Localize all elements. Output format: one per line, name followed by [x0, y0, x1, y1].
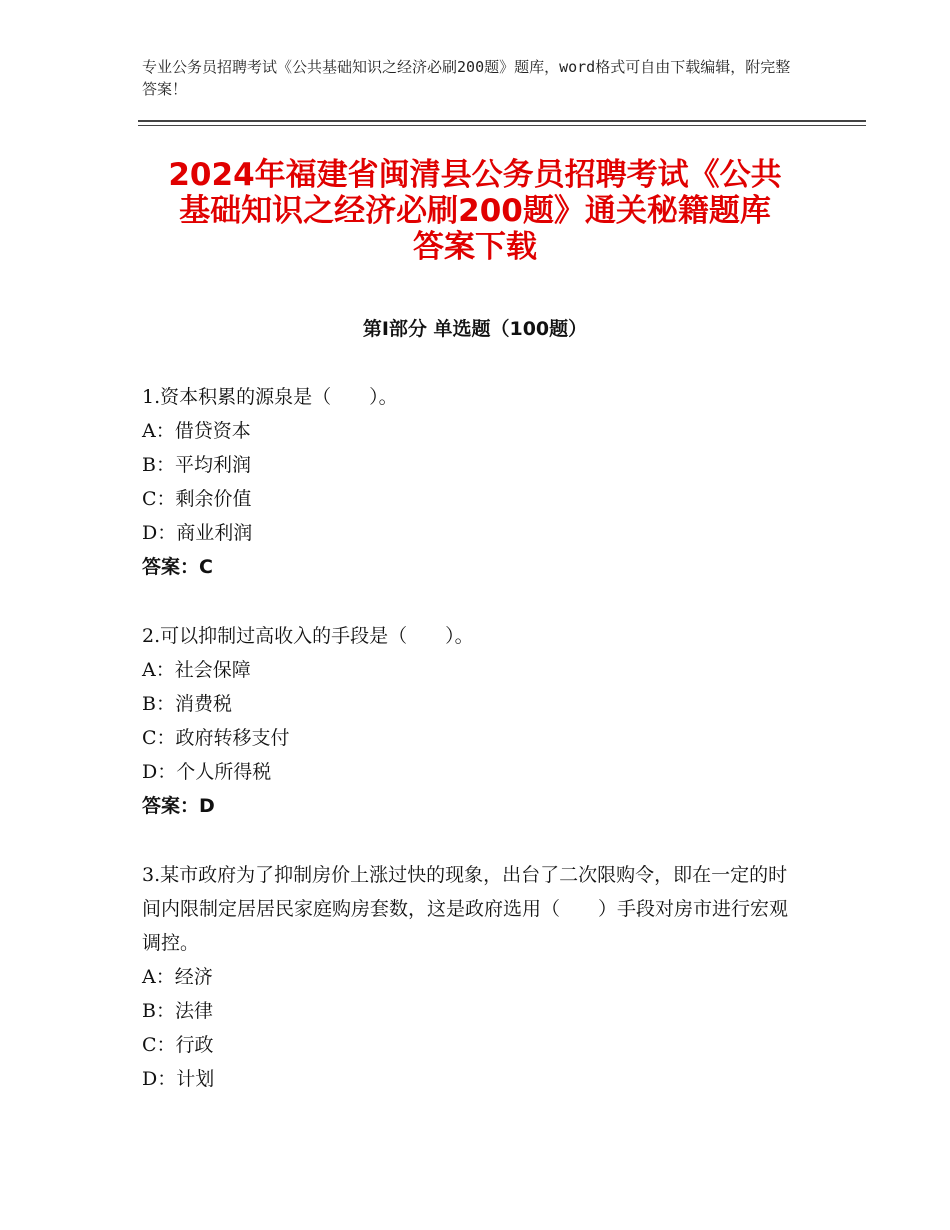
- header-divider: [138, 120, 866, 122]
- option-b: B：法律: [142, 1000, 213, 1022]
- question-stem: 2.可以抑制过高收入的手段是（ ）。: [142, 625, 474, 647]
- question-stem: 1.资本积累的源泉是（ ）。: [142, 386, 398, 408]
- question-1: [142, 380, 802, 584]
- option-a: A：借贷资本: [142, 420, 251, 442]
- question-stem: 3.某市政府为了抑制房价上涨过快的现象，出台了二次限购令，即在一定的时间内限制定居居民家庭购房套数，这是政府选用（ ）手段对房市进行宏观调控。: [142, 864, 789, 954]
- question-2: [142, 619, 802, 823]
- option-c: C：行政: [142, 1034, 214, 1056]
- title-line: 基础知识之经济必刷200题》通关秘籍题库: [179, 193, 771, 229]
- option-d: D：计划: [142, 1068, 215, 1090]
- option-a: A：经济: [142, 966, 213, 988]
- section-title: 第Ⅰ部分 单选题（100题）: [362, 318, 588, 340]
- answer: 答案：C: [142, 556, 213, 578]
- option-b: B：消费税: [142, 693, 232, 715]
- option-d: D：商业利润: [142, 522, 253, 544]
- question-3: [142, 858, 802, 1096]
- option-a: A：社会保障: [142, 659, 251, 681]
- answer: 答案：D: [142, 795, 215, 817]
- title-line: 答案下载: [413, 229, 537, 265]
- option-c: C：政府转移支付: [142, 727, 290, 749]
- option-c: C：剩余价值: [142, 488, 252, 510]
- document-title: [120, 157, 830, 265]
- document-header-note: 专业公务员招聘考试《公共基础知识之经济必刷200题》题库，word格式可自由下载编辑，附完整答案！: [142, 58, 791, 98]
- option-d: D：个人所得税: [142, 761, 272, 783]
- title-line: 2024年福建省闽清县公务员招聘考试《公共: [168, 157, 782, 193]
- option-b: B：平均利润: [142, 454, 251, 476]
- header-divider-thin: [138, 125, 866, 126]
